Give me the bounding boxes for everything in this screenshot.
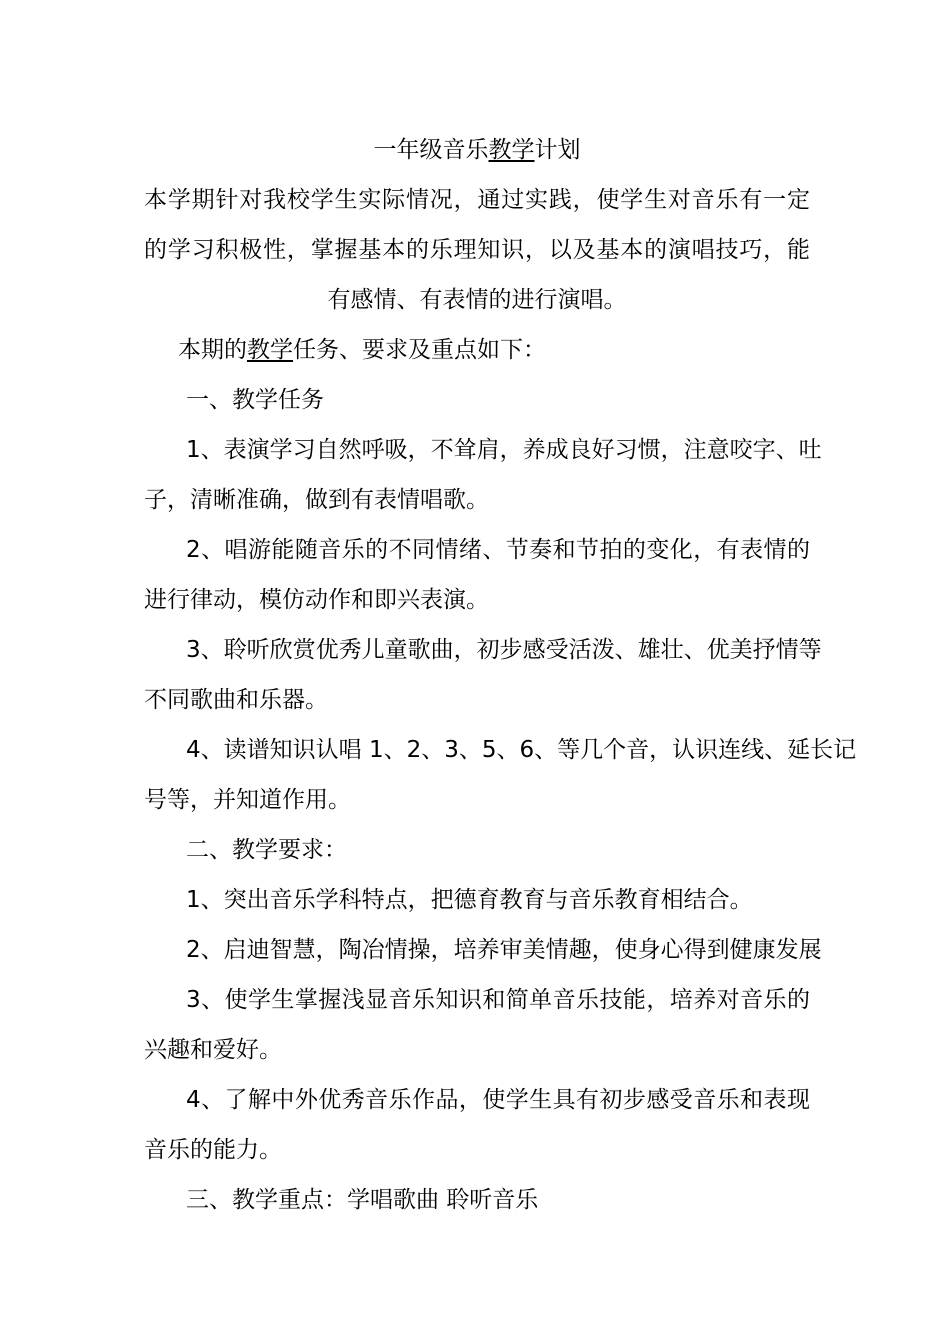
section2-heading: 二、教学要求： bbox=[186, 837, 347, 863]
document-title bbox=[144, 130, 810, 170]
section2-item1: 1、突出音乐学科特点，把德育教育与音乐教育相结合。 bbox=[186, 887, 753, 913]
section1-item4-line2: 号等，并知道作用。 bbox=[144, 787, 351, 813]
section1-item2-line2: 进行律动，模仿动作和即兴表演。 bbox=[144, 587, 489, 613]
overview-text-suffix: 任务、要求及重点如下： bbox=[293, 337, 546, 363]
section2-item3-line2: 兴趣和爱好。 bbox=[144, 1037, 282, 1063]
section1-item2-line1: 2、唱游能随音乐的不同情绪、节奏和节拍的变化，有表情的 bbox=[186, 537, 810, 563]
section1-item3-line2: 不同歌曲和乐器。 bbox=[144, 687, 328, 713]
section2-item4-line2: 音乐的能力。 bbox=[144, 1137, 282, 1163]
section1-item4-line1: 4、读谱知识认唱 1、2、3、5、6、等几个音，认识连线、延长记 bbox=[186, 737, 857, 763]
section1-heading: 一、教学任务 bbox=[186, 387, 324, 413]
intro-line-2: 的学习积极性，掌握基本的乐理知识，以及基本的演唱技巧，能 bbox=[144, 237, 810, 263]
section1-item3-line1: 3、聆听欣赏优秀儿童歌曲，初步感受活泼、雄壮、优美抒情等 bbox=[186, 637, 822, 663]
overview-underlined-text: 教学 bbox=[247, 337, 293, 363]
section1-item1-line1: 1、表演学习自然呼吸，不耸肩，养成良好习惯，注意咬字、吐 bbox=[186, 437, 822, 463]
title-text: 一年级音乐 bbox=[373, 137, 489, 163]
overview-line bbox=[178, 330, 844, 370]
title-text-suffix: 计划 bbox=[534, 137, 581, 163]
section2-item4-line1: 4、了解中外优秀音乐作品，使学生具有初步感受音乐和表现 bbox=[186, 1087, 810, 1113]
section3-heading: 三、教学重点：学唱歌曲 聆听音乐 bbox=[186, 1187, 539, 1213]
section2-item3-line1: 3、使学生掌握浅显音乐知识和简单音乐技能，培养对音乐的 bbox=[186, 987, 810, 1013]
overview-text: 本期的 bbox=[178, 337, 247, 363]
section1-item1-line2: 子，清晰准确，做到有表情唱歌。 bbox=[144, 487, 489, 513]
title-underlined-text: 教学 bbox=[488, 137, 535, 163]
intro-line-1: 本学期针对我校学生实际情况，通过实践，使学生对音乐有一定 bbox=[144, 187, 810, 213]
intro-line-3: 有感情、有表情的进行演唱。 bbox=[327, 287, 627, 313]
section2-item2: 2、启迪智慧，陶冶情操，培养审美情趣，使身心得到健康发展 bbox=[186, 937, 822, 963]
